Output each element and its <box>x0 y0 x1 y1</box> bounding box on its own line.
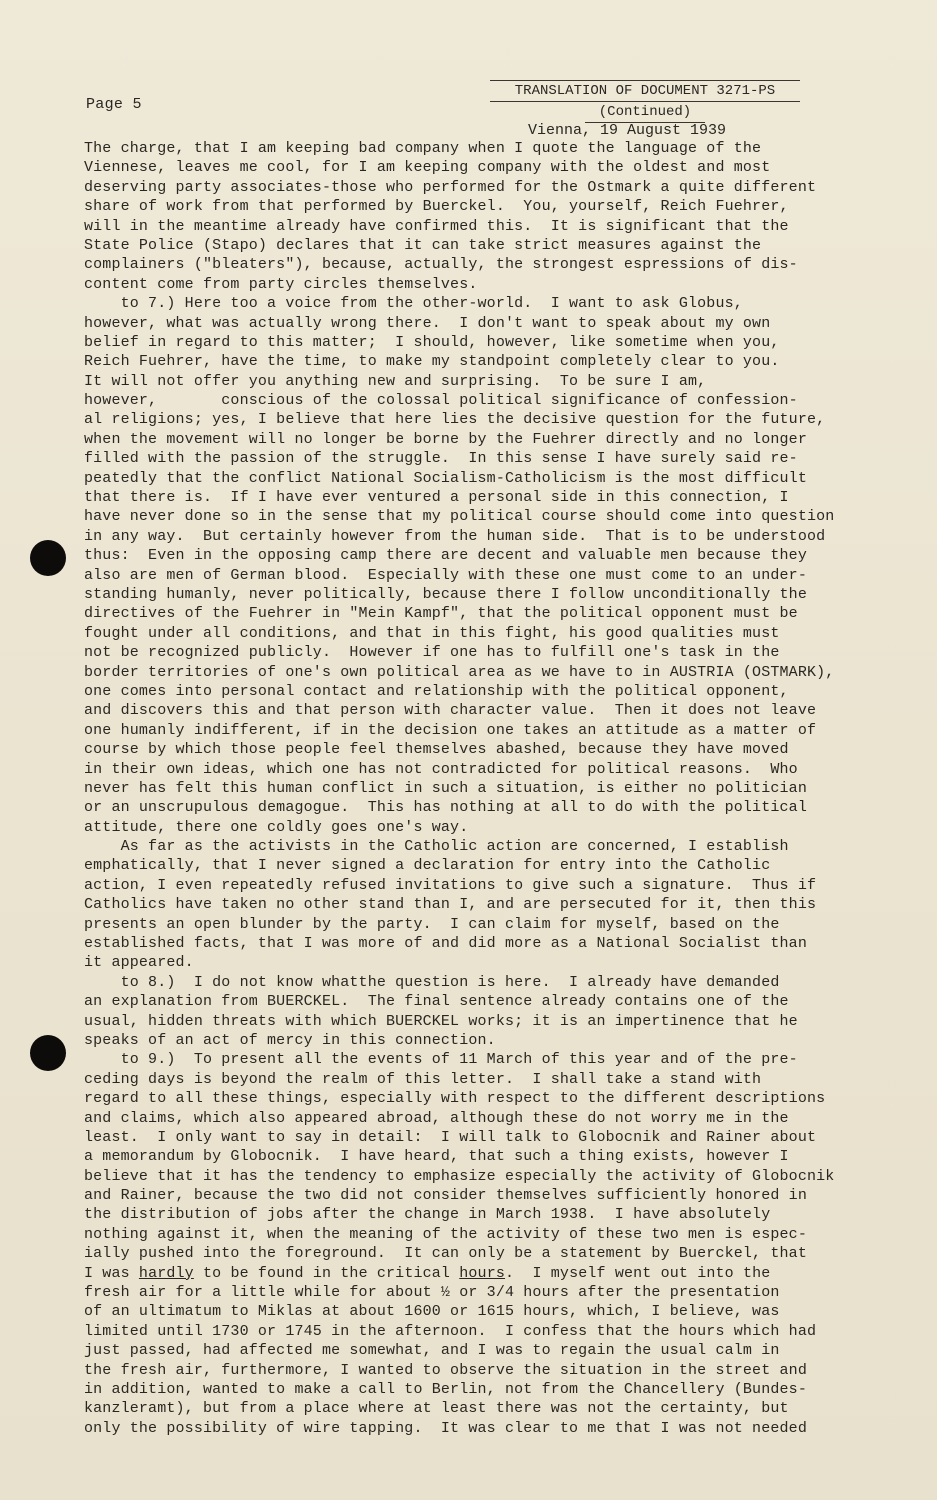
text-line: in addition, wanted to make a call to Berlin, not from the Chancellery (Bundes- <box>84 1381 807 1398</box>
text-line: nothing against it, when the meaning of the activity of these two men is espec- <box>84 1225 807 1243</box>
text-line: Viennese, leaves me cool, for I am keeping company with the oldest and most <box>84 159 771 177</box>
text-line: Catholics have taken no other stand than I, and are persecuted for it, then this <box>84 896 817 914</box>
text-line: in their own ideas, which one has not contradicted for political reasons. Who <box>84 760 798 778</box>
text-line: usual, hidden threats with which BUERCKEL works; it is an impertinence that he <box>84 1012 798 1030</box>
text-line: regard to all these things, especially with respect to the different descriptions <box>84 1090 826 1108</box>
text-line: kanzleramt), but from a place where at least there was not the certainty, but <box>84 1400 789 1418</box>
text-line: just passed, had affected me somewhat, and I was to regain the usual calm in <box>84 1342 780 1360</box>
text-line: al religions; yes, I believe that here lies the decisive question for the future, <box>84 411 826 429</box>
text-line: I was hardly to be found in the critical hours. I myself went out into the <box>84 1264 771 1282</box>
text-line: only the possibility of wire tapping. It was clear to me that I was not needed <box>84 1419 807 1437</box>
text-line: the fresh air, furthermore, I wanted to observe the situation in the street and <box>84 1361 807 1379</box>
continued-label: (Continued) <box>585 102 705 123</box>
punch-hole-lower <box>30 1035 66 1071</box>
text-line: limited until 1730 or 1745 in the afternoon. I confess that the hours which had <box>84 1322 817 1340</box>
text-line: course by which those people feel themselves abashed, because they have moved <box>84 741 789 759</box>
letter-body <box>84 139 884 1438</box>
document-header <box>480 80 810 123</box>
text-line: one comes into personal contact and relationship with the political opponent, <box>84 682 789 700</box>
text-line: believe that it has the tendency to emphasize especially the activity of Globocnik <box>84 1167 835 1185</box>
text-line: not be recognized publicly. However if one has to fulfill one's task in the <box>84 644 780 662</box>
text-line: thus: Even in the opposing camp there are decent and valuable men because they <box>84 547 807 565</box>
text-line: The charge, that I am keeping bad company when I quote the language of the <box>84 140 762 157</box>
text-line: it appeared. <box>84 954 194 972</box>
text-line: will in the meantime already have confirmed this. It is significant that the <box>84 217 789 235</box>
text-line: never has felt this human conflict in such a situation, is either no politician <box>84 779 807 797</box>
document-title: TRANSLATION OF DOCUMENT 3271-PS <box>490 80 800 102</box>
text-line: of an ultimatum to Miklas at about 1600 or 1615 hours, which, I believe, was <box>84 1303 780 1321</box>
text-line: border territories of one's own political area as we have to in AUSTRIA (OSTMARK), <box>84 663 835 681</box>
text-line: one humanly indifferent, if in the decision one takes an attitude as a matter of <box>84 721 817 739</box>
text-line: least. I only want to say in detail: I will talk to Globocnik and Rainer about <box>84 1128 817 1146</box>
text-line: that there is. If I have ever ventured a personal side in this connection, I <box>84 489 789 507</box>
text-line: content come from party circles themselves. <box>84 275 478 293</box>
text-line: ially pushed into the foreground. It can only be a statement by Buerckel, that <box>84 1245 807 1263</box>
text-line: share of work from that performed by Buerckel. You, yourself, Reich Fuehrer, <box>84 198 789 216</box>
text-line: attitude, there one coldly goes one's way. <box>84 818 469 836</box>
text-line: filled with the passion of the struggle. In this sense I have surely said re- <box>84 450 798 468</box>
text-line: or an unscrupulous demagogue. This has nothing at all to do with the political <box>84 799 807 817</box>
text-line: have never done so in the sense that my political course should come into question <box>84 508 835 526</box>
text-line: however, what was actually wrong there. I don't want to speak about my own <box>84 314 771 332</box>
text-line: and claims, which also appeared abroad, although these do not worry me in the <box>84 1109 789 1127</box>
punch-hole-upper <box>30 540 66 576</box>
text-line: directives of the Fuehrer in "Mein Kampf", that the political opponent must be <box>84 605 798 623</box>
text-line: in any way. But certainly however from the human side. That is to be understood <box>84 527 826 545</box>
text-line: established facts, that I was more of and did more as a National Socialist than <box>84 935 807 953</box>
page-number: Page 5 <box>86 96 142 113</box>
text-line: ceding days is beyond the realm of this letter. I shall take a stand with <box>84 1070 762 1088</box>
text-line: an explanation from BUERCKEL. The final sentence already contains one of the <box>84 993 789 1011</box>
text-line: complainers ("bleaters"), because, actually, the strongest espressions of dis- <box>84 256 798 274</box>
text-line: to 8.) I do not know whatthe question is here. I already have demanded <box>84 973 780 991</box>
text-line: It will not offer you anything new and surprising. To be sure I am, <box>84 372 707 390</box>
text-line: Reich Fuehrer, have the time, to make my standpoint completely clear to you. <box>84 353 780 371</box>
text-line: action, I even repeatedly refused invitations to give such a signature. Thus if <box>84 876 817 894</box>
text-line: As far as the activists in the Catholic action are concerned, I establish <box>84 838 789 856</box>
text-line: speaks of an act of mercy in this connection. <box>84 1031 496 1049</box>
text-line: the distribution of jobs after the change in March 1938. I have absolutely <box>84 1206 771 1224</box>
dateline: Vienna, 19 August 1939 <box>528 122 727 139</box>
text-line: and discovers this and that person with character value. Then it does not leave <box>84 702 817 720</box>
text-line: presents an open blunder by the party. I can claim for myself, based on the <box>84 915 780 933</box>
text-line: standing humanly, never politically, because there I follow unconditionally the <box>84 585 807 603</box>
text-line: fresh air for a little while for about ½ or 3/4 hours after the presentation <box>84 1284 780 1302</box>
text-line: when the movement will no longer be borne by the Fuehrer directly and no longer <box>84 430 807 448</box>
text-line: deserving party associates-those who performed for the Ostmark a quite different <box>84 178 817 196</box>
text-line: belief in regard to this matter; I should, however, like sometime when you, <box>84 333 780 351</box>
text-line: however, conscious of the colossal political significance of confession- <box>84 392 798 410</box>
text-line: to 7.) Here too a voice from the other-world. I want to ask Globus, <box>84 295 743 313</box>
text-line: fought under all conditions, and that in this fight, his good qualities must <box>84 624 780 642</box>
text-line: and Rainer, because the two did not consider themselves sufficiently honored in <box>84 1187 807 1205</box>
text-line: also are men of German blood. Especially with these one must come to an under- <box>84 566 807 584</box>
text-line: peatedly that the conflict National Socialism-Catholicism is the most difficult <box>84 469 807 487</box>
text-line: State Police (Stapo) declares that it can take strict measures against the <box>84 236 762 254</box>
text-line: to 9.) To present all the events of 11 March of this year and of the pre- <box>84 1051 798 1069</box>
text-line: a memorandum by Globocnik. I have heard, that such a thing exists, however I <box>84 1148 789 1166</box>
text-line: emphatically, that I never signed a declaration for entry into the Catholic <box>84 857 771 875</box>
